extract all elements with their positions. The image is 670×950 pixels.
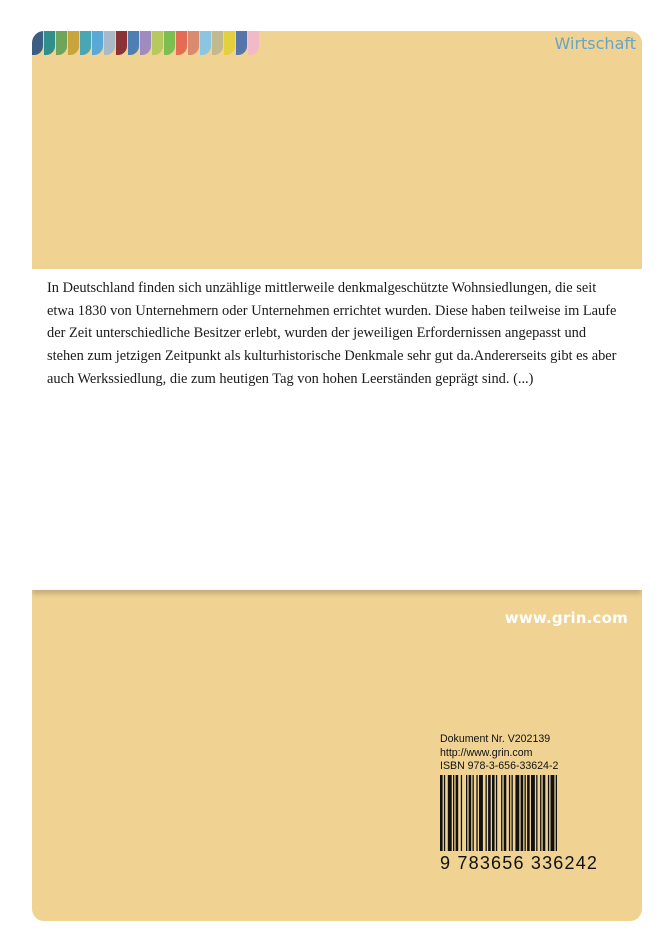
isbn-barcode [440,775,600,855]
color-strip [140,31,151,55]
color-strip [188,31,199,55]
color-strip [152,31,163,55]
color-strip [200,31,211,55]
color-strip [224,31,235,55]
barcode-number: 9 783656 336242 [440,853,599,873]
color-strip [128,31,139,55]
publisher-website: www.grin.com [504,609,628,627]
color-strip [164,31,175,55]
color-strip [44,31,55,55]
document-info [440,733,558,774]
color-strip [248,31,259,55]
category-label: Wirtschaft [554,34,636,53]
color-strip [212,31,223,55]
blurb-panel [32,269,642,590]
color-strip [116,31,127,55]
color-strip [104,31,115,55]
color-strip [32,31,43,55]
document-number: Dokument Nr. V202139 [440,733,551,745]
color-strip-bar [32,31,260,55]
color-strip [236,31,247,55]
publisher-url: http://www.grin.com [440,746,533,759]
blurb-text: In Deutschland finden sich unzählige mittlerweile denkmalgeschützte Wohnsiedlungen, die seit etwa 1830 von Unternehmern oder Unternehmen errichtet wurden. Diese haben teilweise im Laufe der Zeit unterschiedliche Besitzer erlebt, wurden der jeweiligen Erfordernissen angepasst und stehen zum jetzigen Zeitpunkt als kulturhistorische Denkmale sehr gut da.Andererseits gibt es aber auch Werkssiedlung, die zum heutigen Tag von hohen Leerständen geprägt sind. (...) [47,280,617,387]
color-strip [80,31,91,55]
color-strip [56,31,67,55]
color-strip [92,31,103,55]
color-strip [176,31,187,55]
isbn: ISBN 978-3-656-33624-2 [440,760,559,773]
color-strip [68,31,79,55]
